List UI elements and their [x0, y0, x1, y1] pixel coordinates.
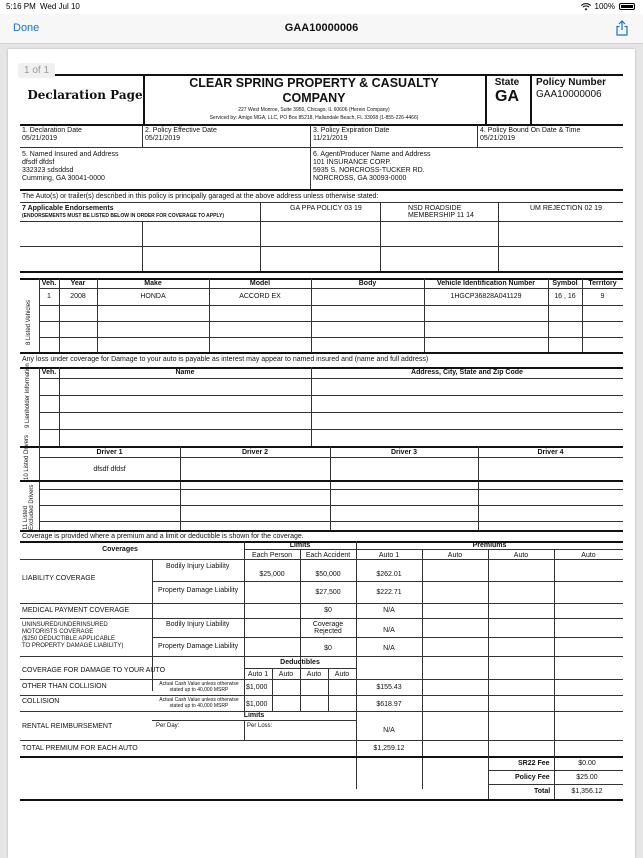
pdf-page	[8, 49, 635, 858]
bound-date-value: 05/21/2019	[480, 135, 516, 142]
premiums-header: Premiums	[472, 542, 507, 549]
state-value: GA	[495, 88, 519, 105]
sr22-fee-value: $0.00	[578, 760, 596, 767]
medical-premium: N/A	[383, 607, 395, 614]
deductible-auto-header: Auto	[334, 671, 350, 678]
insured-line: Cumming, GA 30041-0000	[22, 175, 105, 182]
premium-auto1-header: Auto 1	[378, 552, 400, 559]
acv-note: Actual Cash Value unless otherwise stated up to 40,000 MSRP	[159, 681, 239, 693]
vehicle-header: Vehicle Identification Number	[436, 280, 536, 287]
page-indicator: 1 of 1	[18, 63, 55, 78]
vehicle-cell: 9	[600, 293, 605, 300]
pd-premium: $222.71	[376, 589, 402, 596]
company-address: 227 West Monroe, Suite 3950, Chicago, IL 60606 (Herein Company)	[238, 107, 390, 113]
collision-deductible: $1,000	[246, 701, 268, 708]
deductible-auto1-header: Auto 1	[247, 671, 269, 678]
otc-deductible: $1,000	[246, 684, 268, 691]
company-name-line2: COMPANY	[282, 91, 346, 105]
declaration-date-label: 1. Declaration Date	[22, 127, 82, 134]
total-premium-label: TOTAL PREMIUM FOR EACH AUTO	[22, 745, 138, 752]
coverage-note: Coverage is provided where a premium and a limit or deductible is shown for the coverage.	[22, 533, 304, 540]
collision-premium: $618.97	[376, 701, 402, 708]
lienholder-header: Name	[175, 369, 195, 376]
vehicle-cell: 2008	[70, 293, 86, 300]
grand-total-value: $1,356.12	[571, 788, 603, 795]
insured-line: 332323 sdsddsd	[22, 167, 74, 174]
page-heading: Declaration Page	[27, 88, 143, 102]
loss-payee-note: Any loss under coverage for Damage to your auto is payable as interest may appear to named insured and (name and full address)	[22, 356, 429, 363]
state-label: State	[494, 77, 520, 88]
driver-header: Driver 4	[537, 449, 564, 456]
driver-header: Driver 2	[241, 449, 269, 456]
rental-label: RENTAL REIMBURSEMENT	[22, 723, 113, 730]
rental-limits-header: Limits	[243, 712, 265, 719]
endorsement-item: GA PPA POLICY 03 19	[290, 205, 362, 212]
coverages-header: Coverages	[102, 546, 138, 553]
vehicle-header: Model	[249, 280, 271, 287]
agent-line: NORCROSS, GA 30093-0000	[313, 175, 407, 182]
each-accident-header: Each Accident	[305, 552, 351, 559]
um-property-damage-label: Property Damage Liability	[158, 643, 239, 650]
collision-label: COLLISION	[22, 698, 60, 705]
insured-line: dfsdf dfdsf	[22, 159, 55, 166]
grand-total-label: Total	[534, 788, 551, 795]
um-bi-premium: N/A	[383, 627, 395, 634]
policy-fee-label: Policy Fee	[515, 774, 550, 781]
garaged-note: The Auto(s) or trailer(s) described in this policy is principally garaged at the above address unless otherwise stated:	[22, 193, 379, 200]
vehicle-cell: 1	[47, 293, 51, 300]
drivers-side-label: 10 Listed Drivers	[24, 434, 30, 480]
done-button[interactable]: Done	[13, 22, 40, 34]
premium-auto-header: Auto	[513, 552, 529, 559]
um-pd-limit: $0	[324, 645, 332, 652]
liability-coverage-label: LIABILITY COVERAGE	[22, 575, 96, 582]
agent-label: 6. Agent/Producer Name and Address	[313, 151, 431, 158]
acv-note: Actual Cash Value unless otherwise stated up to 40,000 MSRP	[159, 697, 239, 709]
endorsement-item: UM REJECTION 02 19	[530, 205, 602, 212]
um-label: ($250 DEDUCTIBLE APPLICABLE	[22, 636, 116, 642]
serviced-by: Serviced by: Amigo MGA, LLC, PO Box 85218, Hallandale Beach, FL 33008 (1-855-226-4466)	[209, 115, 419, 121]
um-pd-premium: N/A	[383, 645, 395, 652]
bi-premium: $262.01	[376, 571, 402, 578]
vehicle-header: Symbol	[552, 280, 578, 287]
sr22-fee-label: SR22 Fee	[518, 760, 550, 767]
premium-auto-header: Auto	[581, 552, 596, 559]
um-bi-limit: Coverage Rejected	[312, 621, 344, 635]
excluded-drivers-side-label: 11 Listed Excluded Drivers	[23, 484, 35, 530]
medical-limit: $0	[324, 607, 332, 614]
expiration-date-value: 11/21/2019	[313, 135, 348, 142]
vehicle-header: Body	[358, 280, 377, 287]
vehicle-cell: HONDA	[140, 293, 166, 300]
otc-premium: $155.43	[376, 684, 402, 691]
damage-coverage-label: COVERAGE FOR DAMAGE TO YOUR AUTO	[22, 667, 166, 674]
status-date: Wed Jul 10	[40, 2, 80, 11]
property-damage-label: Property Damage Liability	[158, 587, 239, 594]
bound-date-label: 4. Policy Bound On Date & Time	[480, 127, 581, 134]
policy-fee-value: $25.00	[576, 774, 598, 781]
endorsements-subtitle: (ENDORSEMENTS MUST BE LISTED BELOW IN ORDER FOR COVERAGE TO APPLY)	[22, 213, 225, 219]
effective-date-label: 2. Policy Effective Date	[145, 127, 217, 134]
deductible-auto-header: Auto	[278, 671, 294, 678]
policy-number-label: Policy Number	[536, 77, 607, 88]
each-person-header: Each Person	[251, 552, 293, 559]
expiration-date-label: 3. Policy Expiration Date	[313, 127, 390, 134]
lienholder-header: Address, City, State and Zip Code	[411, 369, 523, 376]
vehicle-header: Year	[70, 280, 86, 287]
lienholder-header: Veh.	[41, 369, 57, 376]
nav-bar	[0, 14, 643, 44]
battery-icon	[619, 3, 635, 10]
endorsement-item: NSD ROADSIDE MEMBERSHIP 11 14	[408, 205, 474, 219]
rental-premium: N/A	[383, 727, 395, 734]
medical-label: MEDICAL PAYMENT COVERAGE	[22, 607, 130, 614]
bi-each-accident: $50,000	[315, 571, 341, 578]
per-day-label: Per Day:	[156, 723, 180, 729]
vehicle-cell: 1HGCP36828A041129	[450, 293, 522, 300]
effective-date-value: 05/21/2019	[145, 135, 181, 142]
status-bar	[0, 0, 643, 14]
declaration-date-value: 05/21/2019	[22, 135, 58, 142]
share-icon[interactable]	[615, 20, 629, 36]
insured-label: 5. Named Insured and Address	[22, 151, 119, 158]
pd-each-accident: $27,500	[315, 589, 341, 596]
lienholder-side-label: 9 Lienholder Information	[25, 363, 31, 428]
bodily-injury-label: Bodily Injury Liability	[166, 563, 230, 570]
um-label: UNINSURED/UNDERINSURED	[22, 622, 108, 628]
agent-line: 5935 S. NORCROSS-TUCKER RD.	[313, 167, 425, 174]
pdf-viewer[interactable]	[0, 44, 643, 858]
um-label: MOTORISTS COVERAGE	[22, 629, 94, 635]
endorsements-title: 7 Applicable Endorsements	[22, 205, 114, 212]
total-premium-value: $1,259.12	[373, 745, 405, 752]
vehicle-header: Veh.	[41, 280, 57, 287]
deductible-auto-header: Auto	[306, 671, 322, 678]
vehicle-header: Territory	[588, 280, 617, 287]
bi-each-person: $25,000	[259, 571, 285, 578]
driver-header: Driver 3	[390, 449, 418, 456]
driver-1-name: dfsdf dfdsf	[93, 466, 126, 473]
um-bodily-injury-label: Bodily Injury Liability	[166, 621, 230, 628]
status-time: 5:16 PM	[6, 2, 36, 11]
battery-percent: 100%	[594, 2, 615, 11]
company-name-line1: CLEAR SPRING PROPERTY & CASUALTY	[189, 76, 439, 90]
vehicle-cell: 16 , 16	[554, 293, 576, 300]
vehicle-cell: ACCORD EX	[239, 293, 281, 300]
premium-auto-header: Auto	[447, 552, 463, 559]
policy-number-value: GAA10000006	[536, 89, 602, 100]
limits-header: Limits	[289, 542, 311, 549]
vehicle-header: Make	[144, 280, 162, 287]
deductibles-header: Deductibles	[280, 659, 320, 666]
other-than-collision-label: OTHER THAN COLLISION	[22, 683, 107, 690]
vehicles-side-label: 8 Listed Vehicles	[26, 299, 32, 345]
document-title: GAA10000006	[284, 22, 359, 34]
wifi-icon	[581, 3, 591, 11]
driver-header: Driver 1	[96, 449, 123, 456]
um-label: TO PROPERTY DAMAGE LIABILITY)	[22, 643, 124, 649]
agent-line: 101 INSURANCE CORP.	[313, 159, 392, 166]
per-loss-label: Per Loss:	[247, 723, 273, 729]
